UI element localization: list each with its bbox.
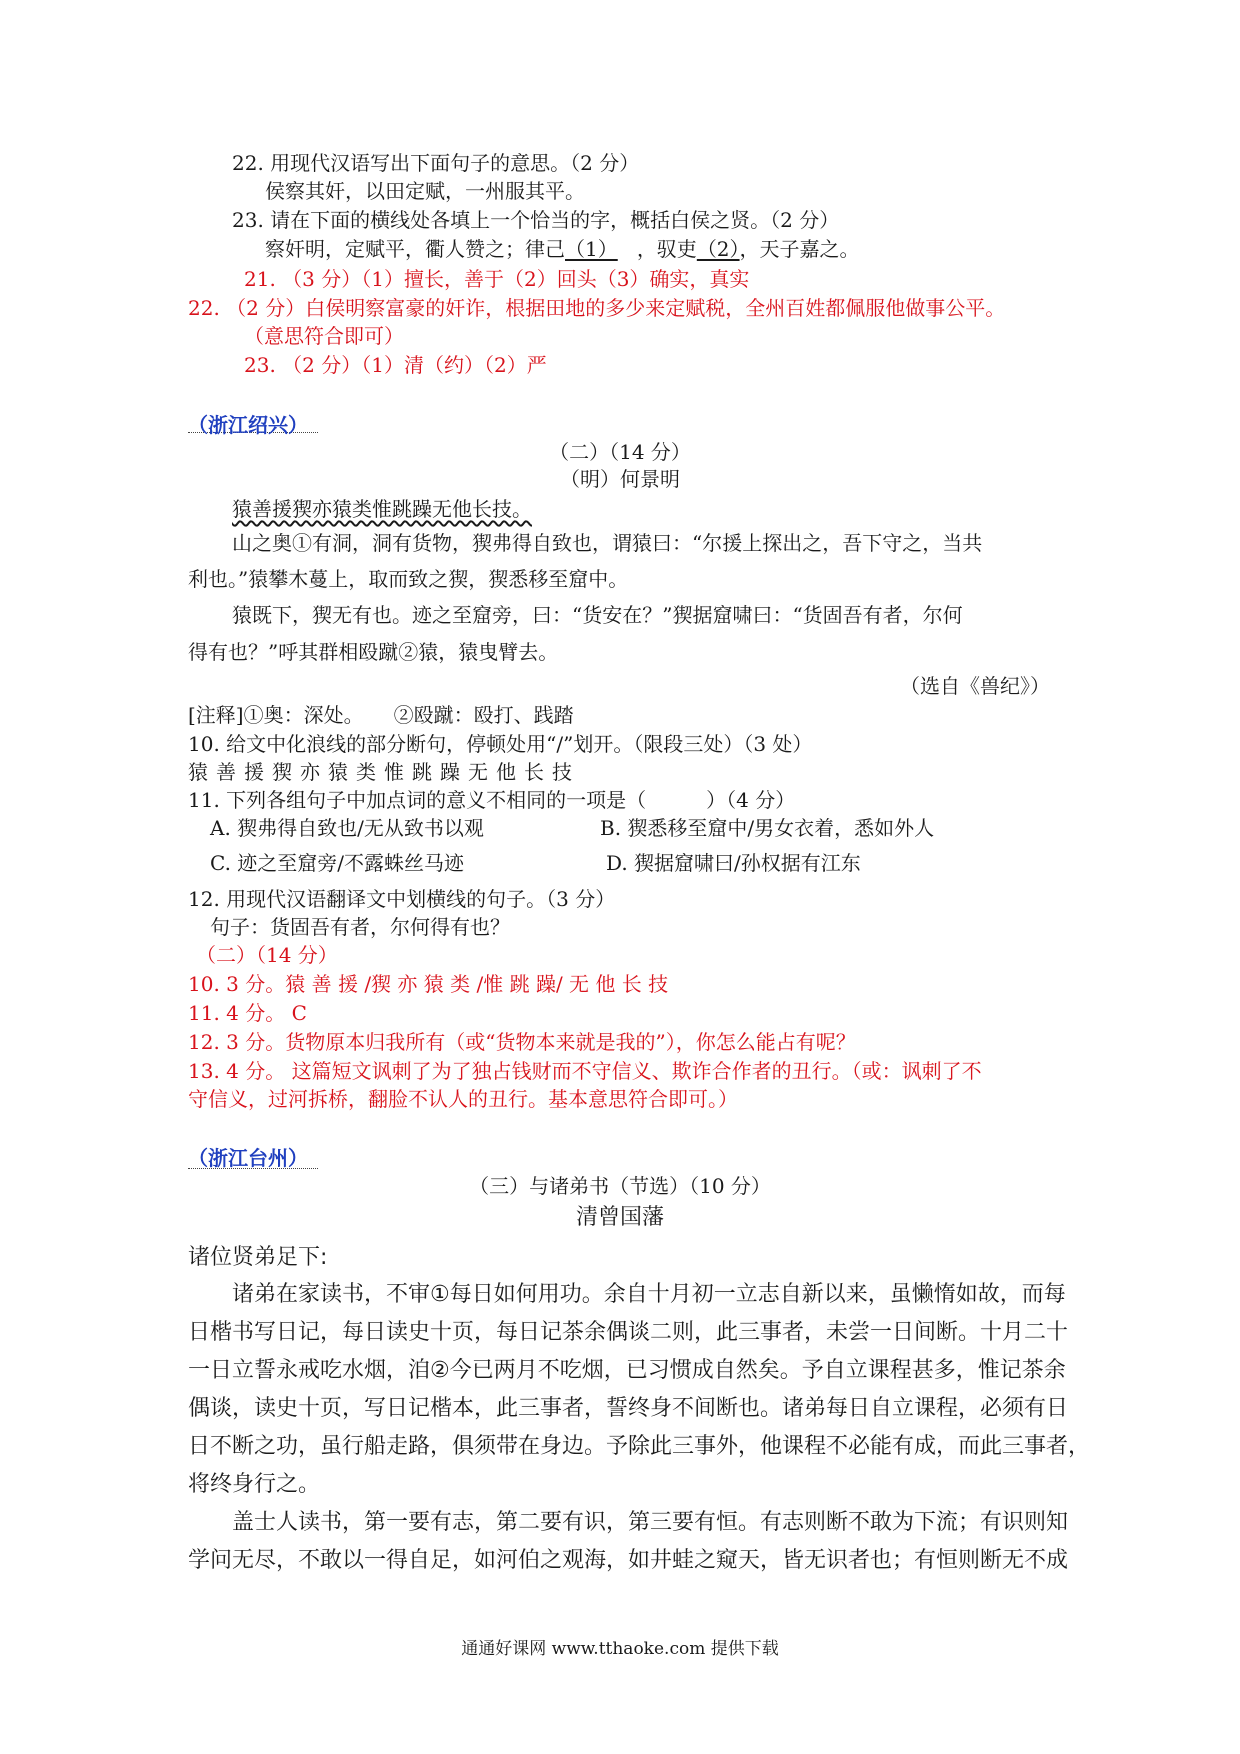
question-12-sentence: 句子：货固吾有者，尔何得有也？ — [210, 915, 510, 939]
answer-11: 11. 4 分。 C — [188, 1001, 307, 1025]
letter-p1-line6: 将终身行之。 — [188, 1472, 321, 1497]
letter-salutation: 诸位贤弟足下: — [188, 1245, 328, 1270]
passage-p2-line1: 山之奥①有洞，洞有货物，猰弗得自致也，谓猿曰：“尔援上探出之，吾下守之，当共 — [232, 531, 983, 555]
question-10-text: 猿善援猰亦猿类惟跳躁无他长技 — [188, 760, 580, 784]
option-d: D. 猰据窟啸曰/孙权据有江东 — [606, 851, 861, 875]
answer-22-line2: （意思符合即可） — [244, 324, 404, 348]
question-23-text-b: ，驭吏 — [636, 237, 697, 261]
blank-2: （2） — [696, 237, 740, 261]
passage-p2-line2: 利也。”猿攀木蔓上，取而致之猰，猰悉移至窟中。 — [188, 567, 629, 591]
option-a: A. 猰弗得自致也/无从致书以观 — [210, 816, 484, 840]
passage-notes: [注释]①奥：深处。 ②殴蹴：殴打、践踏 — [188, 703, 574, 727]
blank-1-pad — [618, 237, 637, 261]
letter-p1-line1: 诸弟在家读书，不审①每日如何用功。余自十月初一立志自新以来，虽懒惰如故，而每 — [232, 1282, 1066, 1307]
question-23: 23. 请在下面的横线处各填上一个恰当的字，概括白侯之贤。（2 分） — [232, 208, 840, 232]
letter-p1-line4: 偶谈，读史十页，写日记楷本，此三事者，誓终身不间断也。诸弟每日自立课程，必须有日 — [188, 1396, 1069, 1421]
letter-p1-line2: 日楷书写日记，每日读史十页，每日记茶余偶谈二则，此三事者，未尝一日间断。十月二十 — [188, 1320, 1069, 1345]
section-2-title: （二）（14 分） — [549, 440, 691, 464]
section-3-author: 清曾国藩 — [575, 1205, 664, 1230]
answer-23: 23. （2 分）（1）清（约）（2）严 — [244, 353, 547, 377]
passage-p3-line2: 得有也？”呼其群相殴蹴②猿，猿曳臂去。 — [188, 640, 559, 664]
letter-p2-line1: 盖士人读书，第一要有志，第二要有识，第三要有恒。有志则断不敢为下流；有识则知 — [232, 1510, 1069, 1535]
answer-13-line2: 守信义，过河拆桥，翻脸不认人的丑行。基本意思符合即可。） — [188, 1087, 738, 1111]
answer-22-line1: 22. （2 分）白侯明察富豪的奸诈，根据田地的多少来定赋税，全州百姓都佩服他做事公平。 — [188, 296, 1006, 320]
question-23-fill — [265, 236, 860, 262]
question-23-text-a: 察奸明，定赋平，衢人赞之；律己 — [265, 237, 565, 261]
section-2-author: （明）何景明 — [560, 467, 680, 491]
passage-p3-line1: 猿既下，猰无有也。迹之至窟旁，曰：“货安在？”猰据窟啸曰：“货固吾有者，尔何 — [232, 603, 963, 627]
option-b: B. 猰悉移至窟中/男女衣着，悉如外人 — [600, 816, 935, 840]
answer-13-line1: 13. 4 分。 这篇短文讽刺了为了独占钱财而不守信义、欺诈合作者的丑行。（或：讽刺了不 — [188, 1059, 982, 1083]
question-12: 12. 用现代汉语翻译文中划横线的句子。（3 分） — [188, 887, 616, 911]
page-footer: 通通好课网 www.tthaoke.com 提供下载 — [461, 1639, 779, 1659]
question-22: 22. 用现代汉语写出下面句子的意思。（2 分） — [232, 151, 640, 175]
letter-p1-line3: 一日立誓永戒吃水烟，洎②今已两月不吃烟，已习惯成自然矣。予自立课程甚多，惟记茶余 — [188, 1358, 1066, 1383]
passage-source: （选自《兽纪》） — [900, 674, 1050, 698]
source-tag-shaoxing: （浙江绍兴） — [188, 413, 308, 437]
answer-21: 21. （3 分）（1）擅长，善于（2）回头（3）确实，真实 — [244, 267, 750, 291]
option-c: C. 迹之至窟旁/不露蛛丝马迹 — [210, 851, 465, 875]
question-10: 10. 给文中化浪线的部分断句，停顿处用“/”划开。（限段三处）（3 处） — [188, 732, 813, 756]
question-22-sentence: 侯察其奸，以田定赋，一州服其平。 — [265, 179, 585, 203]
answer-10: 10. 3 分。猿 善 援 /猰 亦 猿 类 /惟 跳 躁/ 无 他 长 技 — [188, 972, 669, 996]
answer-section-title: （二）（14 分） — [196, 943, 338, 967]
letter-p2-line2: 学问无尽，不敢以一得自足，如河伯之观海，如井蛙之窥天，皆无识者也；有恒则断无不成 — [188, 1548, 1069, 1573]
blank-1: （1） — [565, 237, 618, 261]
question-11: 11. 下列各组句子中加点词的意义不相同的一项是（ ）（4 分） — [188, 788, 796, 812]
question-23-text-c: ，天子嘉之。 — [739, 237, 860, 261]
answer-12: 12. 3 分。货物原本归我所有（或“货物本来就是我的”），你怎么能占有呢？ — [188, 1030, 856, 1054]
passage-p1 — [232, 496, 532, 522]
source-tag-taizhou: （浙江台州） — [188, 1146, 308, 1170]
wavy-underlined-sentence: 猿善援猰亦猿类惟跳躁无他长技。 — [232, 497, 532, 521]
letter-p1-line5: 日不断之功，虽行船走路，俱须带在身边。予除此三事外，他课程不必能有成，而此三事者， — [188, 1434, 1091, 1459]
section-3-title: （三）与诸弟书（节选）（10 分） — [469, 1174, 771, 1198]
